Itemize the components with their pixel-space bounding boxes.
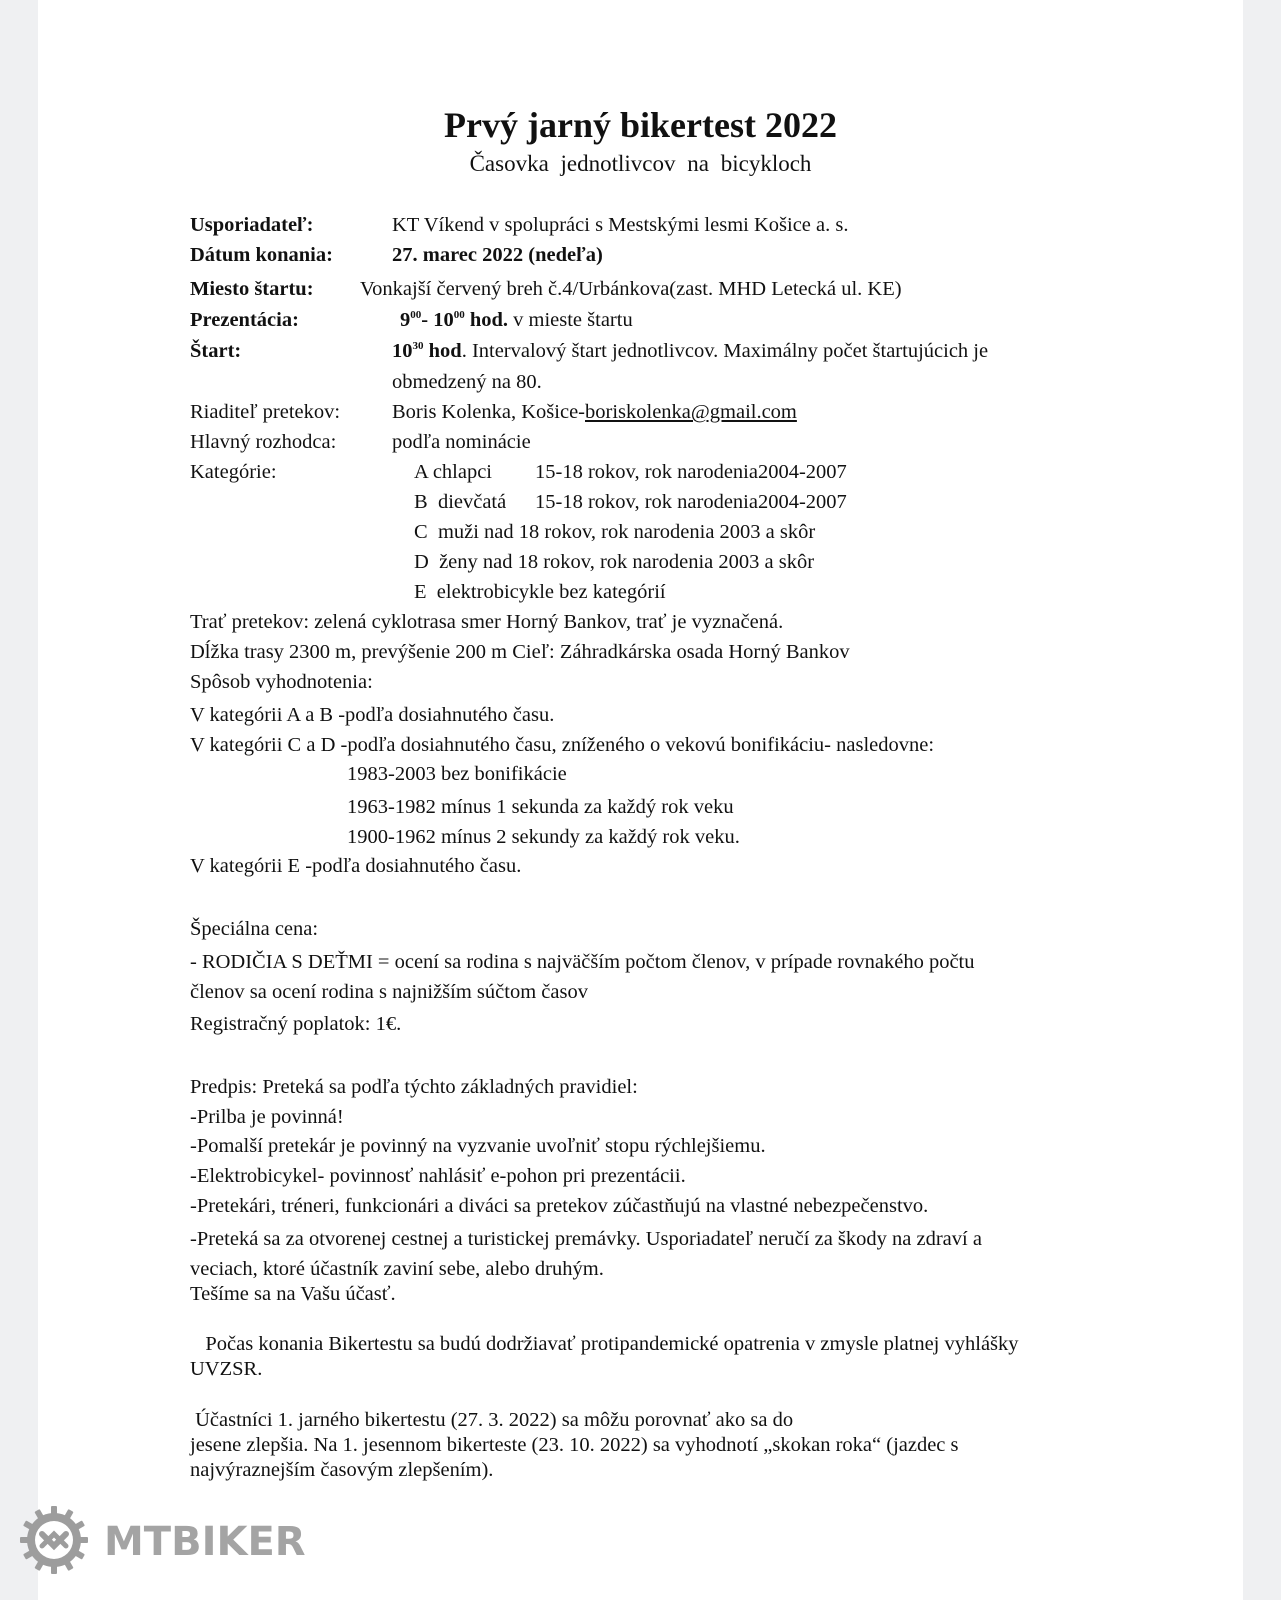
category-item (414, 520, 815, 544)
category-name: chlapci (432, 461, 493, 483)
start-place-value: Vonkajší červený breh č.4/Urbánkova(zast. MHD Letecká ul. KE) (360, 278, 902, 300)
covid-notice-continued: UVZSR. (190, 1358, 263, 1380)
category-detail: 15-18 rokov, rok narodenia2004-2007 (535, 461, 847, 483)
rule-item: -Pomalší pretekár je povinný na vyzvanie uvoľniť stopu rýchlejšiemu. (190, 1135, 766, 1157)
category-item (414, 550, 814, 574)
category-detail: ženy nad 18 rokov, rok narodenia 2003 a skôr (439, 551, 815, 573)
start-text: . Intervalový štart jednotlivcov. Maximálny počet štartujúcich je (461, 340, 989, 362)
registration-time-unit: hod. (464, 309, 509, 331)
evaluation-label: Spôsob vyhodnotenia: (190, 671, 373, 693)
mtbiker-watermark (18, 1507, 306, 1577)
category-item (414, 460, 492, 484)
director-value (392, 400, 797, 424)
category-detail: elektrobicykle bez kategórií (436, 581, 666, 603)
category-code: C (414, 521, 428, 543)
document-subtitle: Časovka jednotlivcov na bicykloch (469, 151, 812, 176)
category-name: dievčatá (437, 491, 507, 513)
start-time-unit: hod (423, 340, 462, 362)
date-value: 27. marec 2022 (nedeľa) (392, 244, 603, 266)
rule-item-continued: veciach, ktoré účastník zaviní sebe, alebo druhým. (190, 1258, 604, 1280)
bonification-item: 1983-2003 bez bonifikácie (347, 763, 567, 785)
director-name: Boris Kolenka, Košice- (392, 401, 585, 423)
special-prize-label: Špeciálna cena: (190, 918, 319, 940)
category-code: D (414, 551, 429, 573)
registration-time-from-sup: 00 (410, 309, 422, 321)
document-title: Prvý jarný bikertest 2022 (444, 105, 837, 145)
gear-logo-icon (18, 1504, 90, 1581)
registration-fee: Registračný poplatok: 1€. (190, 1013, 402, 1035)
evaluation-e: V kategórii E -podľa dosiahnutého času. (190, 855, 522, 877)
mtbiker-logo-text: MTBIKER (104, 1519, 306, 1565)
length-text: Dĺžka trasy 2300 m, prevýšenie 200 m Cieľ: Záhradkárska osada Horný Bankov (190, 641, 850, 663)
category-code: A (414, 461, 428, 483)
final-note: Účastníci 1. jarného bikertestu (27. 3. 2022) sa môžu porovnať ako sa do (190, 1409, 794, 1431)
start-text-continued: obmedzený na 80. (392, 371, 542, 393)
referee-value: podľa nominácie (392, 431, 531, 453)
organizer-value: KT Víkend v spolupráci s Mestskými lesmi Košice a. s. (392, 214, 849, 236)
registration-time-from: 9 (400, 309, 411, 331)
categories-label: Kategórie: (190, 461, 277, 483)
start-place-label: Miesto štartu: (190, 278, 314, 300)
track-text: Trať pretekov: zelená cyklotrasa smer Horný Bankov, trať je vyznačená. (190, 611, 784, 633)
closing-text: Tešíme sa na Vašu účasť. (190, 1283, 396, 1305)
start-time: 10 (392, 340, 413, 362)
category-code: E (414, 581, 427, 603)
rule-item: -Elektrobicykel- povinnosť nahlásiť e-pohon pri prezentácii. (190, 1165, 686, 1187)
evaluation-cd: V kategórii C a D -podľa dosiahnutého času, zníženého o vekovú bonifikáciu- nasledovne: (190, 734, 935, 756)
bonification-item: 1900-1962 mínus 2 sekundy za každý rok veku. (347, 826, 740, 848)
director-label: Riaditeľ pretekov: (190, 401, 341, 423)
category-code: B (414, 491, 428, 513)
special-prize-text: - RODIČIA S DEŤMI = ocení sa rodina s najväčším počtom členov, v prípade rovnakého počtu (190, 951, 975, 973)
start-label: Štart: (190, 340, 242, 362)
start-value (392, 339, 988, 363)
category-item (414, 490, 506, 514)
bonification-item: 1963-1982 mínus 1 sekunda za každý rok veku (347, 796, 734, 818)
registration-time-to-sup: 00 (453, 309, 465, 321)
final-note-continued: jesene zlepšia. Na 1. jesennom bikerteste (23. 10. 2022) sa vyhodnotí „skokan roka“ (jazdec s (190, 1434, 959, 1456)
rule-item: -Pretekári, tréneri, funkcionári a diváci sa pretekov zúčastňujú na vlastné nebezpečenstvo. (190, 1195, 929, 1217)
evaluation-ab: V kategórii A a B -podľa dosiahnutého času. (190, 704, 555, 726)
rule-item: -Prilba je povinná! (190, 1106, 344, 1128)
registration-value (400, 308, 633, 332)
rules-label: Predpis: Preteká sa podľa týchto základných pravidiel: (190, 1076, 638, 1098)
registration-label: Prezentácia: (190, 309, 299, 331)
registration-place: v mieste štartu (508, 309, 633, 331)
final-note-end: najvýraznejším časovým zlepšením). (190, 1459, 494, 1481)
referee-label: Hlavný rozhodca: (190, 431, 337, 453)
special-prize-text-continued: členov sa ocení rodina s najnižším súčtom časov (190, 981, 588, 1003)
document-page (38, 0, 1243, 1600)
rule-item: -Preteká sa za otvorenej cestnej a turistickej premávky. Usporiadateľ neručí za škody na zdraví a (190, 1228, 982, 1250)
organizer-label: Usporiadateľ: (190, 214, 314, 236)
date-label: Dátum konania: (190, 244, 333, 266)
category-detail: 15-18 rokov, rok narodenia2004-2007 (535, 491, 847, 513)
category-detail: muži nad 18 rokov, rok narodenia 2003 a skôr (437, 521, 816, 543)
director-email-link[interactable]: boriskolenka@gmail.com (585, 401, 797, 423)
start-time-sup: 30 (412, 340, 424, 352)
category-item (414, 580, 666, 604)
covid-notice: Počas konania Bikertestu sa budú dodržiavať protipandemické opatrenia v zmysle platnej vyhlášky (190, 1333, 1019, 1355)
registration-time-sep: - 10 (421, 309, 454, 331)
